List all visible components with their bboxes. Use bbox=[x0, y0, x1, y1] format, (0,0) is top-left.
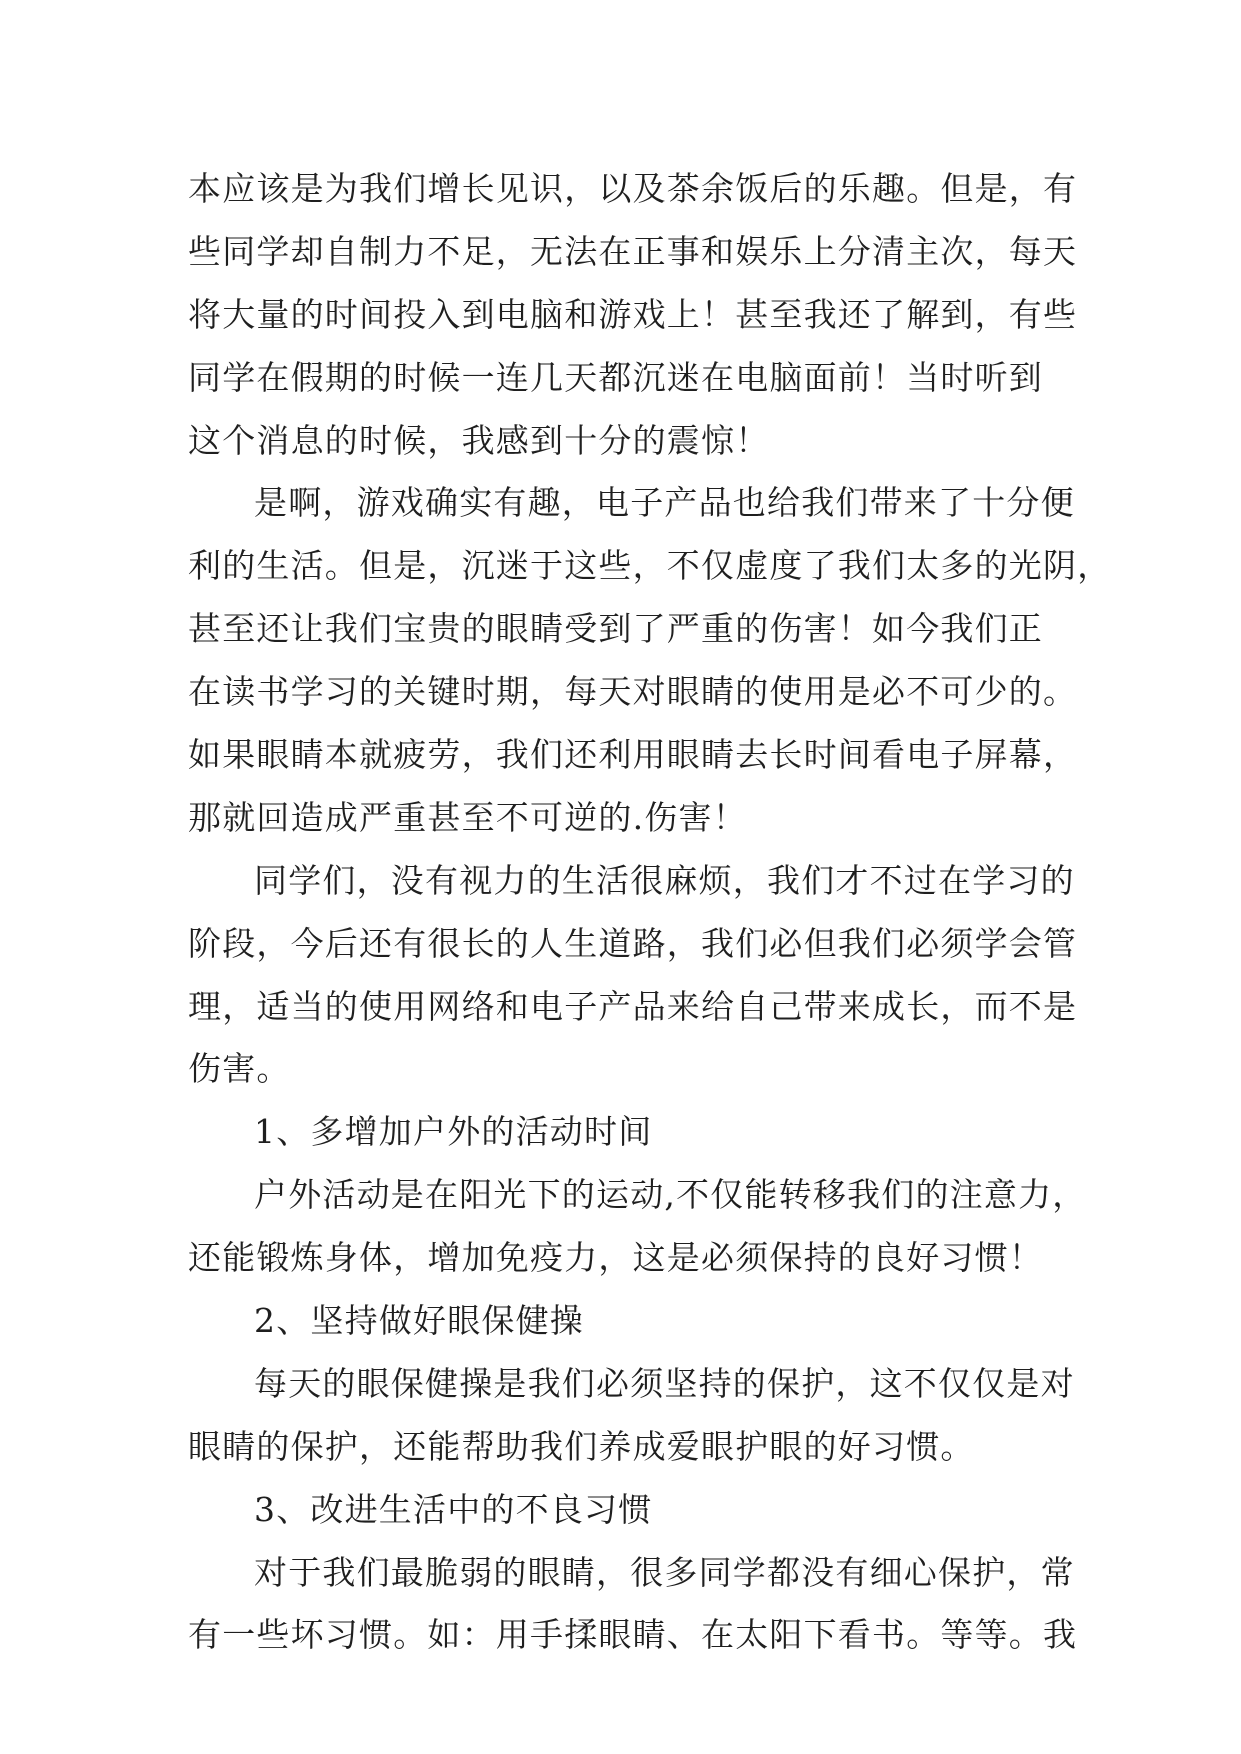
text-line: 利的生活。但是，沉迷于这些，不仅虚度了我们太多的光阴， bbox=[188, 546, 1112, 586]
text-line: 些同学却自制力不足，无法在正事和娱乐上分清主次，每天 bbox=[188, 231, 1078, 271]
text-line: 本应该是为我们增长见识，以及茶余饭后的乐趣。但是，有 bbox=[188, 169, 1078, 208]
text-line: 如果眼睛本就疲劳，我们还利用眼睛去长时间看电子屏幕， bbox=[188, 735, 1078, 775]
text-line: 这个消息的时候，我感到十分的震惊！ bbox=[188, 420, 770, 460]
text-line: 还能锻炼身体，增加免疫力，这是必须保持的良好习惯！ bbox=[188, 1238, 1043, 1278]
text-line: 将大量的时间投入到电脑和游戏上！甚至我还了解到，有些 bbox=[188, 294, 1078, 334]
text-line: 有一些坏习惯。如：用手揉眼睛、在太阳下看书。等等。我 bbox=[188, 1615, 1078, 1655]
text-line: 甚至还让我们宝贵的眼睛受到了严重的伤害！如今我们正 bbox=[188, 609, 1043, 649]
document-body bbox=[188, 158, 1112, 1667]
text-line: 同学在假期的时候一连几天都沉迷在电脑面前！当时听到 bbox=[188, 357, 1043, 397]
section-heading-2: 2、坚持做好眼保健操 bbox=[254, 1301, 584, 1341]
text-line: 对于我们最脆弱的眼睛，很多同学都没有细心保护，常 bbox=[254, 1552, 1075, 1592]
text-line: 伤害。 bbox=[188, 1049, 291, 1089]
text-line: 每天的眼保健操是我们必须坚持的保护，这不仅仅是对 bbox=[254, 1363, 1075, 1403]
section-heading-3: 3、改进生活中的不良习惯 bbox=[254, 1489, 653, 1529]
text-line: 那就回造成严重甚至不可逆的.伤害！ bbox=[188, 797, 747, 837]
text-line: 同学们，没有视力的生活很麻烦，我们才不过在学习的 bbox=[254, 860, 1075, 900]
section-heading-1: 1、多增加户外的活动时间 bbox=[254, 1112, 653, 1152]
text-line: 在读书学习的关键时期，每天对眼睛的使用是必不可少的。 bbox=[188, 672, 1078, 712]
text-line: 户外活动是在阳光下的运动,不仅能转移我们的注意力， bbox=[254, 1175, 1087, 1215]
text-line: 眼睛的保护，还能帮助我们养成爱眼护眼的好习惯。 bbox=[188, 1426, 975, 1466]
text-line: 理，适当的使用网络和电子产品来给自己带来成长，而不是 bbox=[188, 986, 1078, 1026]
text-line: 是啊，游戏确实有趣，电子产品也给我们带来了十分便 bbox=[254, 483, 1075, 523]
text-line: 阶段，今后还有很长的人生道路，我们必但我们必须学会管 bbox=[188, 923, 1078, 963]
